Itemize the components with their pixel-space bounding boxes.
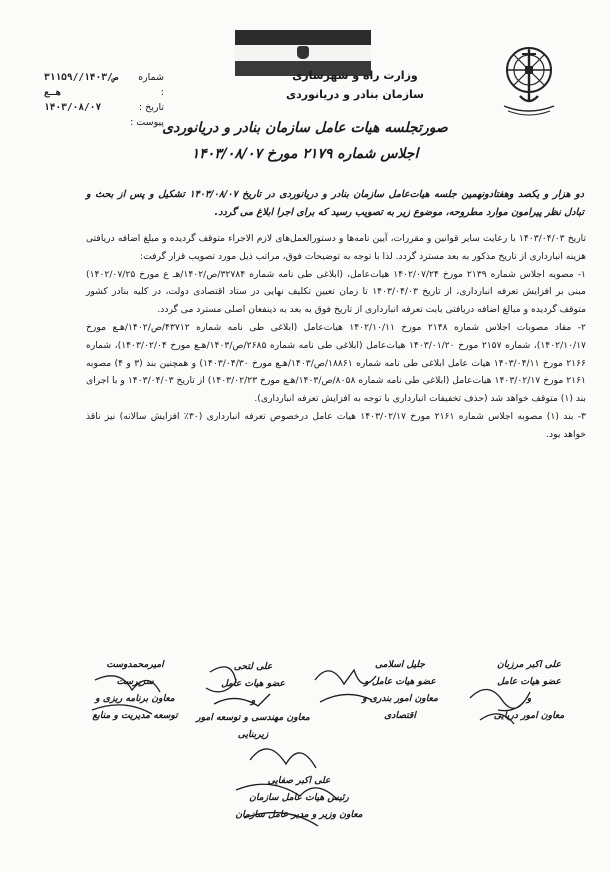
signatory-ceo: علی اکبر صفایی رئیس هیات عامل سازمان معاون وزیر و مدیر عامل سازمان [214,772,384,823]
ports-organization-logo-icon [498,40,560,116]
signatory-name: امیرمحمدوست [106,659,164,670]
ministry-name: وزارت راه و شهرسازی [292,69,418,82]
intro-paragraph: دو هزار و یکصد وهفتادونهمین جلسه هیات‌عامل سازمان بنادر و دریانوردی در تاریخ ۱۴۰۳/۰۸/۰۷ تشکیل و پس از بحث و تبادل نظر پیرامون موارد مطروحه، موضوع زیر به تصویب رسید که برای اجرا ابلاغ می گردد. [86,189,584,218]
letter-date-row [44,100,164,115]
ministry-header [280,66,430,104]
minutes-title: صورتجلسه هیات عامل سازمان بنادر و دریانوردی [162,120,448,136]
signatory-name: علی لتحی [233,661,273,672]
signatory-planning: امیرمحمدوست سرپرست معاون برنامه ریزی و توسعه مدیریت و منابع [74,656,196,724]
resolution-body [86,230,586,444]
letter-attachment-label: پیوست : [130,117,164,128]
letter-number-label: شماره : [138,72,164,98]
body-paragraph-item-2: ۲- مفاد مصوبات اجلاس شماره ۲۱۴۸ مورخ ۱۴۰۲/۱۰/۱۱ هیات‌عامل (ابلاغی طی نامه شماره ۴۳۷۱۲/ص/۱۴۰۲/هـع مورخ ۱۴۰۲/۱۰/۱۷)، شماره ۲۱۵۷ مورخ ۱۴۰۳/۰۱/۲۰ هیات‌عامل (ابلاغی طی نامه شماره ۲۶۸۵/ص/۱۴۰۳/هـع مورخ ۱۴۰۳/۰۲/۰۴)، شماره ۲۱۶۶ مورخ ۱۴۰۳/۰۴/۱۱ هیات عامل ابلاغی طی نامه شماره ۱۸۸۶۱/ص/۱۴۰۳/هـع مورخ ۱۴۰۳/۰۴/۳۰) و همچنین بند (۳ و ۴) مصوبه ۲۱۶۱ مورخ ۱۴۰۳/۰۲/۱۷ هیات‌عامل (ابلاغی طی نامه شماره ۸۰۵۸/ص/۱۴۰۳/هـع مورخ ۱۴۰۳/۰۲/۲۳) از تاریخ ۱۴۰۳/۰۴/۰۳ و با اجرای بند (۱) متوقف خواهد شد (حذف تخفیفات انبارداری با توجه به افزایش تعرفه انبارداری). [86,321,586,405]
organization-name: سازمان بنادر و دریانوردی [286,88,424,101]
national-emblem-icon [297,46,309,59]
signatory-engineering: علی لتحی عضو هیات عامل و معاون مهندسی و توسعه امور زیربنایی [186,658,320,743]
letter-number-value: ۳۱۱۵۹/ص/۱۴۰۳/هـع [44,72,119,98]
signatory-name: علی اکبر صفایی [267,775,331,786]
session-title: اجلاس شماره ۲۱۷۹ مورخ ۱۴۰۳/۰۸/۰۷ [191,146,419,162]
body-paragraph-preamble: تاریخ ۱۴۰۳/۰۴/۰۳ با رعایت سایر قوانین و مقررات، آیین نامه‌ها و دستورالعمل‌های لازم الاجراء متوقف گردیده و مبلغ اضافه دریافتی هزینه انبارداری از تاریخ مذکور به بعد مسترد گردد. لذا با توجه به توضیحات فوق، مراتب ذیل مورد تصویب قرار گرفت: [86,233,587,262]
body-paragraph-item-3: ۳- بند (۱) مصوبه اجلاس شماره ۲۱۶۱ مورخ ۱۴۰۳/۰۲/۱۷ هیات عامل درخصوص تعرفه انبارداری (۳۰٪ افزایش سالانه) نیز ناقذ خواهد بود. [86,410,586,440]
letter-date-label: تاریخ : [138,102,164,113]
signatory-marine-affairs: علی اکبر مرزبان عضو هیات عامل و معاون امور دریایی [470,656,588,724]
signatory-name: جلیل اسلامی [375,659,425,670]
letter-date-value: ۱۴۰۳/۰۸/۰۷ [44,102,102,113]
body-paragraph-item-1: ۱- مصوبه اجلاس شماره ۲۱۳۹ مورخ ۱۴۰۲/۰۷/۲۴ هیات‌عامل، (ابلاغی طی نامه شماره ۳۲۷۸۴/ص/۱۴۰۲/هـ ع مورخ ۱۴۰۲/۰۷/۲۵) مبنی بر افزایش تعرفه انبارداری، از تاریخ ۱۴۰۳/۰۴/۰۳ تا زمان تعیین تکلیف نهایی در ستاد اقتصادی دولت، در کلیه بنادر کشور متوقف گردیده و مبالغ اضافه دریافتی بابت تعرفه انبارداری از تاریخ فوق به بعد به ذینفعان اصلی مسترد می گردد. [86,268,586,316]
signatory-name: علی اکبر مرزبان [497,659,561,670]
letter-number-row [44,70,164,100]
signatory-port-affairs: جلیل اسلامی عضو هیات عامل و معاون امور بندری و اقتصادی [340,656,460,724]
